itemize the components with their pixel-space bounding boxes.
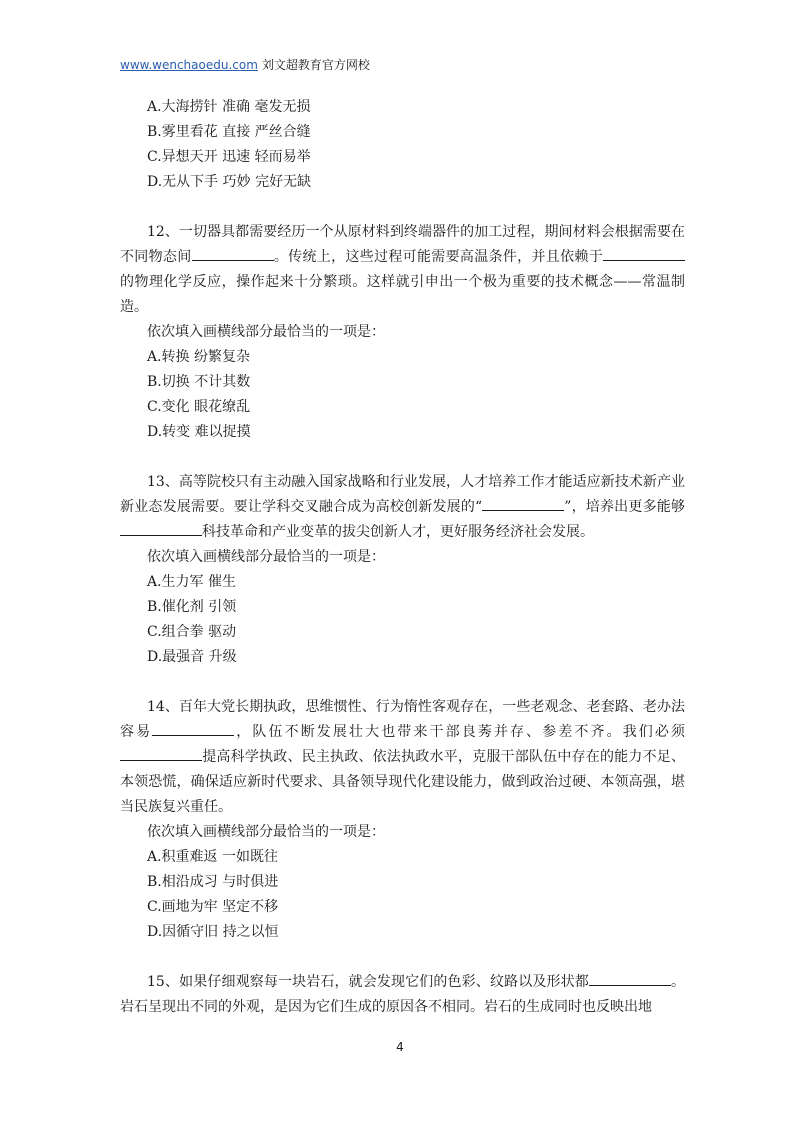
- q14-blank-2: [120, 746, 202, 761]
- header-school-name: 刘文超教育官方网校: [261, 58, 370, 72]
- page-number: 4: [396, 1040, 404, 1054]
- q12-option-a: A.转换 纷繁复杂: [147, 349, 251, 365]
- q13-option-c: C.组合拳 驱动: [147, 624, 237, 640]
- q11-option-c: C.异想天开 迅速 轻而易举: [147, 149, 311, 165]
- q13-blank-2: [120, 521, 202, 536]
- q14-option-c: C.画地为牢 坚定不移: [147, 899, 279, 915]
- q12-option-c: C.变化 眼花缭乱: [147, 399, 251, 415]
- q11-option-a: A.大海捞针 准确 毫发无损: [147, 99, 311, 115]
- q11-option-b: B.雾里看花 直接 严丝合缝: [147, 124, 311, 140]
- q12-option-d: D.转变 难以捉摸: [147, 424, 251, 440]
- q11-option-d: D.无从下手 巧妙 完好无缺: [147, 174, 312, 190]
- page-header: [120, 56, 370, 73]
- question-15: [120, 970, 685, 1020]
- q12-prompt: 依次填入画横线部分最恰当的一项是：: [147, 324, 385, 340]
- question-11-options: [120, 95, 685, 195]
- q14-blank-1: [152, 721, 234, 736]
- q13-blank-1: [482, 496, 564, 511]
- q12-blank-2: [603, 246, 685, 261]
- q14-option-b: B.相沿成习 与时俱进: [147, 874, 279, 890]
- q15-blank-1: [589, 971, 671, 986]
- q14-stem: 14、百年大党长期执政，思维惯性、行为惰性客观存在，一些老观念、老套路、老办法容易 ，队伍不断发展壮大也带来干部良莠并存、参差不齐。我们必须提高科学执政、民主执政、依法执政水平，克服干部队伍中存在的能力不足、本领恐慌，确保适应新时代要求、具备领导现代化建设能力，做到政治过硬、本领高强，堪当民族复兴重任。: [120, 699, 686, 815]
- q15-stem: 15、如果仔细观察每一块岩石，就会发现它们的色彩、纹路以及形状都 。岩石呈现出不同的外观，是因为它们生成的原因各不相同。岩石的生成同时也反映出地: [120, 970, 685, 1020]
- q13-option-b: B.催化剂 引领: [147, 599, 237, 615]
- document-body: [120, 95, 685, 1020]
- q12-blank-1: [192, 246, 274, 261]
- q13-option-d: D.最强音 升级: [147, 649, 237, 665]
- header-url-link[interactable]: www.wenchaoedu.com: [120, 58, 258, 72]
- q14-option-a: A.积重难返 一如既往: [147, 849, 279, 865]
- question-12: [120, 220, 685, 445]
- question-14: [120, 695, 685, 945]
- q12-option-b: B.切换 不计其数: [147, 374, 251, 390]
- q12-stem: 12、一切器具都需要经历一个从原材料到终端器件的加工过程，期间材料会根据需要在不同物态间 。传统上，这些过程可能需要高温条件，并且依赖于的物理化学反应，操作起来十分繁琐。这样就引申出一个极为重要的技术概念——常温制造。: [120, 224, 685, 315]
- q14-prompt: 依次填入画横线部分最恰当的一项是：: [147, 824, 385, 840]
- q13-prompt: 依次填入画横线部分最恰当的一项是：: [147, 549, 385, 565]
- question-13: [120, 470, 685, 670]
- q13-option-a: A.生力军 催生: [147, 574, 237, 590]
- q14-option-d: D.因循守旧 持之以恒: [147, 924, 279, 940]
- q13-stem: 13、高等院校只有主动融入国家战略和行业发展，人才培养工作才能适应新技术新产业新业态发展需要。要让学科交叉融合成为高校创新发展的“ ”，培养出更多能够科技革命和产业变革的拔尖创新人才，更好服务经济社会发展。: [120, 474, 685, 540]
